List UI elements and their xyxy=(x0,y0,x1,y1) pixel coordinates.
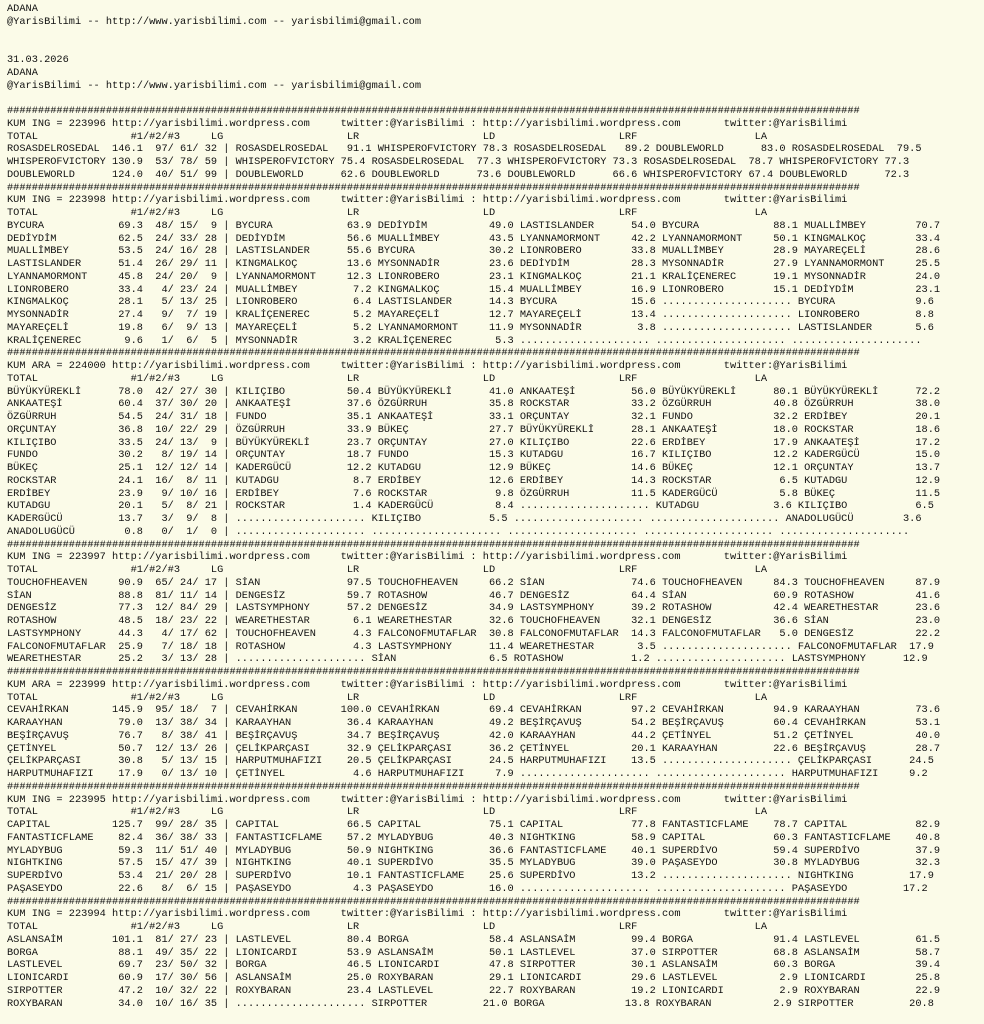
race-header-line: KUM ING = 223997 http://yarisbilimi.wordpress.com twitter:@YarisBilimi : http://yarisbilimi.wordpress.com twitter:@YarisBilimi xyxy=(7,551,848,564)
text-line: BÜYÜKYÜREKLİ 78.0 42/ 27/ 30 | KILIÇIBO 50.4 BÜYÜKYÜREKLİ 41.0 ANKAATEŞİ 56.0 BÜYÜKYÜREKLİ 80.1 BÜYÜKYÜREKLİ 72.2 xyxy=(7,385,941,398)
text-line xyxy=(7,29,984,42)
text-line: KARAAYHAN 79.0 13/ 38/ 34 | KARAAYHAN 36.4 KARAAYHAN 49.2 BEŞİRÇAVUŞ 54.2 BEŞİRÇAVUŞ 60.4 CEVAHİRKAN 53.1 xyxy=(7,717,941,729)
text-line: LASTSYMPHONY 44.3 4/ 17/ 62 | TOUCHOFHEAVEN 4.3 FALCONOFMUTAFLAR 30.8 FALCONOFMUTAFLAR 14.3 FALCONOFMUTAFLAR 5.0 DENGESİZ 22.2 xyxy=(7,627,941,640)
text-line: CAPITAL 125.7 99/ 28/ 35 | CAPITAL 66.5 CAPITAL 75.1 CAPITAL 77.8 FANTASTICFLAME 78.7 CAPITAL 82.9 xyxy=(7,819,941,831)
separator-line: ########################################################################################################################################## xyxy=(7,105,860,117)
column-header-line: TOTAL #1/#2/#3 LG LR LD LRF LA xyxy=(7,372,768,385)
race-header-line: KUM ARA = 224000 http://yarisbilimi.wordpress.com twitter:@YarisBilimi : http://yarisbilimi.wordpress.com twitter:@YarisBilimi xyxy=(7,360,848,372)
text-line: TOUCHOFHEAVEN 90.9 65/ 24/ 17 | SİAN 97.5 TOUCHOFHEAVEN 66.2 SİAN 74.6 TOUCHOFHEAVEN 84.3 TOUCHOFHEAVEN 87.9 xyxy=(7,576,941,589)
race-header-line: KUM ARA = 223999 http://yarisbilimi.wordpress.com twitter:@YarisBilimi : http://yarisbilimi.wordpress.com twitter:@YarisBilimi xyxy=(7,678,848,691)
text-line: FUNDO 30.2 8/ 19/ 14 | ORÇUNTAY 18.7 FUNDO 15.3 KUTADGU 16.7 KILIÇIBO 12.2 KADERGÜCÜ 15.0 xyxy=(7,449,941,462)
separator-line: ########################################################################################################################################## xyxy=(7,780,860,793)
race-header-line: KUM ING = 223996 http://yarisbilimi.wordpress.com twitter:@YarisBilimi : http://yarisbilimi.wordpress.com twitter:@YarisBilimi xyxy=(7,117,848,130)
separator-line: ########################################################################################################################################## xyxy=(7,895,860,908)
text-line: ASLANSAİM 101.1 81/ 27/ 23 | LASTLEVEL 80.4 BORGA 58.4 ASLANSAİM 99.4 BORGA 91.4 LASTLEVEL 61.5 xyxy=(7,933,941,946)
text-line: KADERGÜCÜ 13.7 3/ 9/ 8 | ..................... KILIÇIBO 5.5 ..................... ..................... ANADOLUGÜCÜ 3.6 xyxy=(7,513,922,525)
text-line: ERDİBEY 23.9 9/ 10/ 16 | ERDİBEY 7.6 ROCKSTAR 9.8 ÖZGÜRRUH 11.5 KADERGÜCÜ 5.8 BÜKEÇ 11.5 xyxy=(7,487,941,500)
text-line: BÜKEÇ 25.1 12/ 12/ 14 | KADERGÜCÜ 12.2 KUTADGU 12.9 BÜKEÇ 14.6 BÜKEÇ 12.1 ORÇUNTAY 13.7 xyxy=(7,462,941,474)
text-line: LASTLEVEL 69.7 23/ 50/ 32 | BORGA 46.5 LIONICARDI 47.8 SIRPOTTER 30.1 ASLANSAİM 60.3 BORGA 39.4 xyxy=(7,959,941,972)
text-line: SIRPOTTER 47.2 10/ 32/ 22 | ROXYBARAN 23.4 LASTLEVEL 22.7 ROXYBARAN 19.2 LIONICARDI 2.9 ROXYBARAN 22.9 xyxy=(7,984,941,997)
text-line: ROXYBARAN 34.0 10/ 16/ 35 | ..................... SIRPOTTER 21.0 BORGA 13.8 ROXYBARAN 2.9 SIRPOTTER 20.8 xyxy=(7,997,934,1010)
text-line: KILIÇIBO 33.5 24/ 13/ 9 | BÜYÜKYÜREKLİ 23.7 ORÇUNTAY 27.0 KILIÇIBO 22.6 ERDİBEY 17.9 ANKAATEŞİ 17.2 xyxy=(7,436,941,449)
separator-line: ########################################################################################################################################## xyxy=(7,181,860,194)
text-line: ANKAATEŞİ 60.4 37/ 30/ 20 | ANKAATEŞİ 37.6 ÖZGÜRRUH 35.8 ROCKSTAR 33.2 ÖZGÜRRUH 40.8 ÖZGÜRRUH 38.0 xyxy=(7,398,941,411)
text-line: CEVAHİRKAN 145.9 95/ 18/ 7 | CEVAHİRKAN 100.0 CEVAHİRKAN 69.4 CEVAHİRKAN 97.2 CEVAHİRKAN 94.9 KARAAYHAN 73.6 xyxy=(7,704,941,717)
text-line: ADANA xyxy=(7,66,38,79)
text-line: DENGESİZ 77.3 12/ 84/ 29 | LASTSYMPHONY 57.2 DENGESİZ 34.9 LASTSYMPHONY 39.2 ROTASHOW 42.4 WEARETHESTAR 23.6 xyxy=(7,602,941,615)
text-line: ANADOLUGÜCÜ 0.8 0/ 1/ 0 | ..................... ..................... ..................... ..................... ..................... xyxy=(7,525,910,538)
text-line: MYLADYBUG 59.3 11/ 51/ 40 | MYLADYBUG 50.9 NIGHTKING 36.6 FANTASTICFLAME 40.1 SUPERDİVO 59.4 SUPERDİVO 37.9 xyxy=(7,844,941,857)
text-line: MYSONNADİR 27.4 9/ 7/ 19 | KRALİÇENEREC 5.2 MAYAREÇELİ 12.7 MAYAREÇELİ 13.4 ..................... LIONROBERO 8.8 xyxy=(7,309,934,321)
separator-line: ########################################################################################################################################## xyxy=(7,347,860,360)
text-line: NIGHTKING 57.5 15/ 47/ 39 | NIGHTKING 40.1 SUPERDİVO 35.5 MYLADYBUG 39.0 PAŞASEYDO 30.8 MYLADYBUG 32.3 xyxy=(7,857,941,870)
text-line: WEARETHESTAR 25.2 3/ 13/ 28 | ..................... SİAN 6.5 ROTASHOW 1.2 ..................... LASTSYMPHONY 12.9 xyxy=(7,653,928,666)
column-header-line: TOTAL #1/#2/#3 LG LR LD LRF LA xyxy=(7,207,768,219)
text-line: ADANA xyxy=(7,3,38,15)
text-line: SUPERDİVO 53.4 21/ 20/ 28 | SUPERDİVO 10.1 FANTASTICFLAME 25.6 SUPERDİVO 13.2 ..................... NIGHTKING 17.9 xyxy=(7,870,934,882)
separator-line: ########################################################################################################################################## xyxy=(7,538,860,551)
text-line: BORGA 88.1 49/ 35/ 22 | LIONICARDI 53.9 ASLANSAİM 50.1 LASTLEVEL 37.0 SIRPOTTER 68.8 ASLANSAİM 58.7 xyxy=(7,946,941,959)
text-line: ROCKSTAR 24.1 16/ 8/ 11 | KUTADGU 8.7 ERDİBEY 12.6 ERDİBEY 14.3 ROCKSTAR 6.5 KUTADGU 12.9 xyxy=(7,474,941,487)
race-header-line: KUM ING = 223994 http://yarisbilimi.wordpress.com twitter:@YarisBilimi : http://yarisbilimi.wordpress.com twitter:@YarisBilimi xyxy=(7,908,848,921)
text-line: ÇETİNYEL 50.7 12/ 13/ 26 | ÇELİKPARÇASI 32.9 ÇELİKPARÇASI 36.2 ÇETİNYEL 20.1 KARAAYHAN 22.6 BEŞİRÇAVUŞ 28.7 xyxy=(7,742,941,755)
text-line: LASTISLANDER 51.4 26/ 29/ 11 | KINGMALKOÇ 13.6 MYSONNADİR 23.6 DEDİYDİM 28.3 MYSONNADİR 27.9 LYANNAMORMONT 25.5 xyxy=(7,258,941,270)
text-line: ÇELİKPARÇASI 30.8 5/ 13/ 15 | HARPUTMUHAFIZI 20.5 ÇELİKPARÇASI 24.5 HARPUTMUHAFIZI 13.5 ..................... ÇELİKPARÇASI 24.5 xyxy=(7,755,934,768)
text-line: LIONICARDI 60.9 17/ 30/ 56 | ASLANSAİM 25.0 ROXYBARAN 29.1 LIONICARDI 29.6 LASTLEVEL 2.9 LIONICARDI 25.8 xyxy=(7,972,941,984)
text-line: HARPUTMUHAFIZI 17.9 0/ 13/ 10 | ÇETİNYEL 4.6 HARPUTMUHAFIZI 7.9 ..................... ..................... HARPUTMUHAFIZI 9.2 xyxy=(7,768,928,780)
text-line: FANTASTICFLAME 82.4 36/ 38/ 33 | FANTASTICFLAME 57.2 MYLADYBUG 40.3 NIGHTKING 58.9 CAPITAL 60.3 FANTASTICFLAME 40.8 xyxy=(7,831,941,844)
text-line xyxy=(7,41,984,54)
text-line: PAŞASEYDO 22.6 8/ 6/ 15 | PAŞASEYDO 4.3 PAŞASEYDO 16.0 ..................... ..................... PAŞASEYDO 17.2 xyxy=(7,882,928,895)
text-line: @YarisBilimi -- http://www.yarisbilimi.com -- yarisbilimi@gmail.com xyxy=(7,79,422,92)
text-line: 31.03.2026 xyxy=(7,54,69,66)
text-line xyxy=(7,92,984,105)
text-line: @YarisBilimi -- http://www.yarisbilimi.com -- yarisbilimi@gmail.com xyxy=(7,15,422,28)
column-header-line: TOTAL #1/#2/#3 LG LR LD LRF LA xyxy=(7,564,768,576)
text-line: ORÇUNTAY 36.8 10/ 22/ 29 | ÖZGÜRRUH 33.9 BÜKEÇ 27.7 BÜYÜKYÜREKLİ 28.1 ANKAATEŞİ 18.0 ROCKSTAR 18.6 xyxy=(7,423,941,436)
text-line: ROSASDELROSEDAL 146.1 97/ 61/ 32 | ROSASDELROSEDAL 91.1 WHISPEROFVICTORY 78.3 ROSASDELROSEDAL 89.2 DOUBLEWORLD 83.0 ROSASDELROSEDAL 79.5 xyxy=(7,143,922,156)
text-line: DEDİYDİM 62.5 24/ 33/ 28 | DEDİYDİM 56.6 MUALLİMBEY 43.5 LYANNAMORMONT 42.2 LYANNAMORMONT 50.1 KINGMALKOÇ 33.4 xyxy=(7,232,941,245)
column-header-line: TOTAL #1/#2/#3 LG LR LD LRF LA xyxy=(7,806,768,819)
text-line: BEŞİRÇAVUŞ 76.7 8/ 38/ 41 | BEŞİRÇAVUŞ 34.7 BEŞİRÇAVUŞ 42.0 KARAAYHAN 44.2 ÇETİNYEL 51.2 ÇETİNYEL 40.0 xyxy=(7,729,941,742)
column-header-line: TOTAL #1/#2/#3 LG LR LD LRF LA xyxy=(7,691,768,704)
text-line: KINGMALKOÇ 28.1 5/ 13/ 25 | LIONROBERO 6.4 LASTISLANDER 14.3 BYCURA 15.6 ..................... BYCURA 9.6 xyxy=(7,296,934,309)
text-line: WHISPEROFVICTORY 130.9 53/ 78/ 59 | WHISPEROFVICTORY 75.4 ROSASDELROSEDAL 77.3 WHISPEROFVICTORY 73.3 ROSASDELROSEDAL 78.7 WHISPEROFVICTORY 77.3 xyxy=(7,156,910,168)
race-header-line: KUM ING = 223995 http://yarisbilimi.wordpress.com twitter:@YarisBilimi : http://yarisbilimi.wordpress.com twitter:@YarisBilimi xyxy=(7,793,848,806)
text-line: MUALLİMBEY 53.5 24/ 16/ 28 | LASTISLANDER 55.6 BYCURA 30.2 LIONROBERO 33.8 MUALLİMBEY 28.9 MAYAREÇELİ 28.6 xyxy=(7,245,941,258)
text-line: LIONROBERO 33.4 4/ 23/ 24 | MUALLİMBEY 7.2 KINGMALKOÇ 15.4 MUALLİMBEY 16.9 LIONROBERO 15.1 DEDİYDİM 23.1 xyxy=(7,283,941,296)
column-header-line: TOTAL #1/#2/#3 LG LR LD LRF LA xyxy=(7,921,768,933)
text-line: LYANNAMORMONT 45.8 24/ 20/ 9 | LYANNAMORMONT 12.3 LIONROBERO 23.1 KINGMALKOÇ 21.1 KRALİÇENEREC 19.1 MYSONNADİR 24.0 xyxy=(7,270,941,283)
text-line: FALCONOFMUTAFLAR 25.9 7/ 18/ 18 | ROTASHOW 4.3 LASTSYMPHONY 11.4 WEARETHESTAR 3.5 ..................... FALCONOFMUTAFLAR 17.9 xyxy=(7,640,934,653)
text-line: KRALİÇENEREC 9.6 1/ 6/ 5 | MYSONNADİR 3.2 KRALİÇENEREC 5.3 ..................... ..................... ..................... xyxy=(7,334,922,347)
text-line: KUTADGU 20.1 5/ 8/ 21 | ROCKSTAR 1.4 KADERGÜCÜ 8.4 ..................... KUTADGU 3.6 KILIÇIBO 6.5 xyxy=(7,500,934,513)
text-line: ÖZGÜRRUH 54.5 24/ 31/ 18 | FUNDO 35.1 ANKAATEŞİ 33.1 ORÇUNTAY 32.1 FUNDO 32.2 ERDİBEY 20.1 xyxy=(7,411,941,423)
text-line: ROTASHOW 48.5 18/ 23/ 22 | WEARETHESTAR 6.1 WEARETHESTAR 32.6 TOUCHOFHEAVEN 32.1 DENGESİZ 36.6 SİAN 23.0 xyxy=(7,615,941,627)
race-header-line: KUM ING = 223998 http://yarisbilimi.wordpress.com twitter:@YarisBilimi : http://yarisbilimi.wordpress.com twitter:@YarisBilimi xyxy=(7,194,848,207)
text-line: SİAN 88.8 81/ 11/ 14 | DENGESİZ 59.7 ROTASHOW 46.7 DENGESİZ 64.4 SİAN 60.9 ROTASHOW 41.6 xyxy=(7,589,941,602)
text-line: BYCURA 69.3 48/ 15/ 9 | BYCURA 63.9 DEDİYDİM 49.0 LASTISLANDER 54.0 BYCURA 88.1 MUALLİMBEY 70.7 xyxy=(7,219,941,232)
text-line: MAYAREÇELİ 19.8 6/ 9/ 13 | MAYAREÇELİ 5.2 LYANNAMORMONT 11.9 MYSONNADİR 3.8 ..................... LASTISLANDER 5.6 xyxy=(7,321,934,334)
text-line: DOUBLEWORLD 124.0 40/ 51/ 99 | DOUBLEWORLD 62.6 DOUBLEWORLD 73.6 DOUBLEWORLD 66.6 WHISPEROFVICTORY 67.4 DOUBLEWORLD 72.3 xyxy=(7,168,910,181)
column-header-line: TOTAL #1/#2/#3 LG LR LD LRF LA xyxy=(7,130,768,143)
separator-line: ########################################################################################################################################## xyxy=(7,666,860,678)
